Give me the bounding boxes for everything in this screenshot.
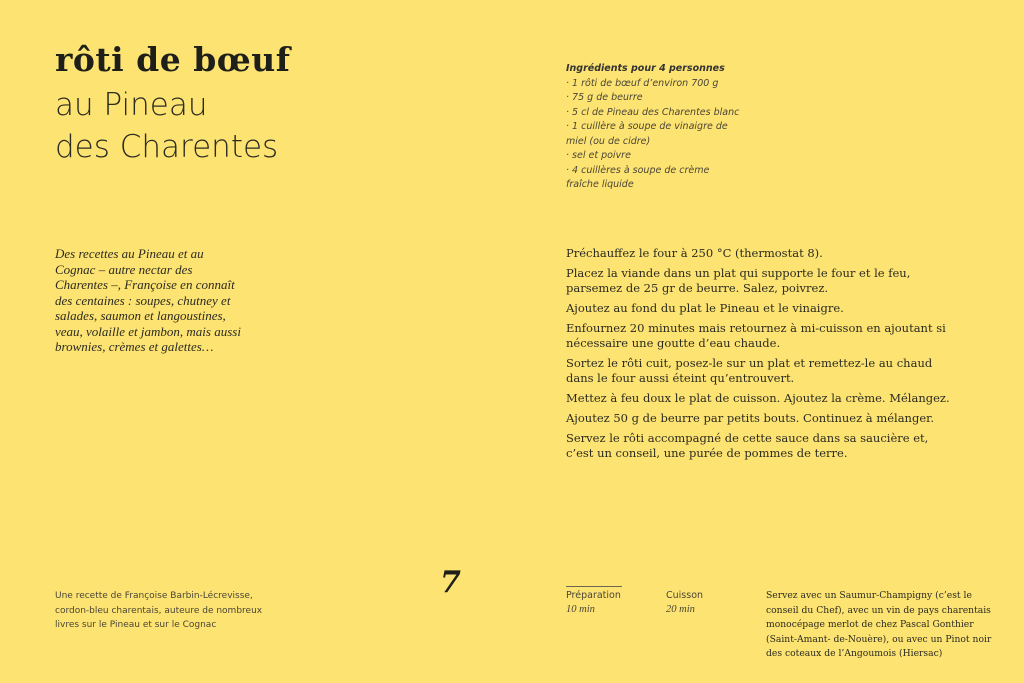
ingredient-line: · 75 g de beurre <box>566 92 643 103</box>
step-paragraph: Préchauffez le four à 250 °C (thermostat 8). <box>566 246 823 260</box>
ingredient-line: miel (ou de cidre) <box>566 135 651 147</box>
subtitle-line-2: des Charentes <box>55 129 279 165</box>
author-credit: Une recette de Françoise Barbin-Lécrevisse, cordon-bleu charentais, auteure de nombreux livres sur le Pineau et sur le Cognac <box>55 591 263 630</box>
recipe-title: rôti de bœuf <box>55 40 291 79</box>
ingredient-line: · sel et poivre <box>566 150 631 161</box>
cook-label: Cuisson <box>666 590 704 601</box>
prep-label: Préparation <box>566 590 621 601</box>
subtitle-line-1: au Pineau <box>55 87 208 123</box>
ingredient-line: · 5 cl de Pineau des Charentes blanc <box>566 106 740 118</box>
wine-pairing: Servez avec un Saumur-Champigny (c’est le conseil du Chef), avec un vin de pays charentais monocépage merlot de chez Pascal Gonthier (Saint-Amant- de-Nouère), ou avec un Pinot noir des coteaux de l’Angoumois (Hiersac) <box>766 590 992 659</box>
step-paragraph: Sortez le rôti cuit, posez-le sur un plat et remettez-le au chaud dans le four aussi éteint qu’entrouvert. <box>566 356 933 385</box>
ingredient-line: · 1 cuillère à soupe de vinaigre de <box>566 121 728 132</box>
page-number: 7 <box>440 565 461 600</box>
step-paragraph: Mettez à feu doux le plat de cuisson. Ajoutez la crème. Mélangez. <box>566 391 950 405</box>
step-paragraph: Servez le rôti accompagné de cette sauce dans sa saucière et, c’est un conseil, une purée de pommes de terre. <box>566 431 929 460</box>
ingredient-line: · 4 cuillères à soupe de crème <box>566 164 710 176</box>
step-paragraph: Ajoutez 50 g de beurre par petits bouts. Continuez à mélanger. <box>566 411 935 425</box>
step-paragraph: Ajoutez au fond du plat le Pineau et le vinaigre. <box>566 301 844 315</box>
prep-value: 10 min <box>566 604 595 615</box>
ingredients-block <box>566 62 766 193</box>
ingredient-line: · 1 rôti de bœuf d’environ 700 g <box>566 77 719 89</box>
recipe-steps <box>566 246 956 466</box>
cook-value: 20 min <box>666 604 695 615</box>
cook-time <box>666 589 703 617</box>
recipe-subtitle <box>55 84 278 168</box>
step-paragraph: Enfournez 20 minutes mais retournez à mi-cuisson en ajoutant si nécessaire une goutte d’eau chaude. <box>566 321 946 350</box>
ingredient-line: fraîche liquide <box>566 179 634 190</box>
step-paragraph: Placez la viande dans un plat qui supporte le four et le feu, parsemez de 25 gr de beurre. Salez, poivrez. <box>566 266 911 295</box>
divider <box>566 586 622 587</box>
intro-paragraph: Des recettes au Pineau et au Cognac – autre nectar des Charentes –, Françoise en connaît des centaines : soupes, chutney et salades, saumon et langoustines, veau, volaille et jambon, mais aussi brownies, crèmes et galettes… <box>55 246 241 354</box>
prep-time <box>566 589 621 617</box>
ingredients-heading: Ingrédients pour 4 personnes <box>566 63 725 74</box>
